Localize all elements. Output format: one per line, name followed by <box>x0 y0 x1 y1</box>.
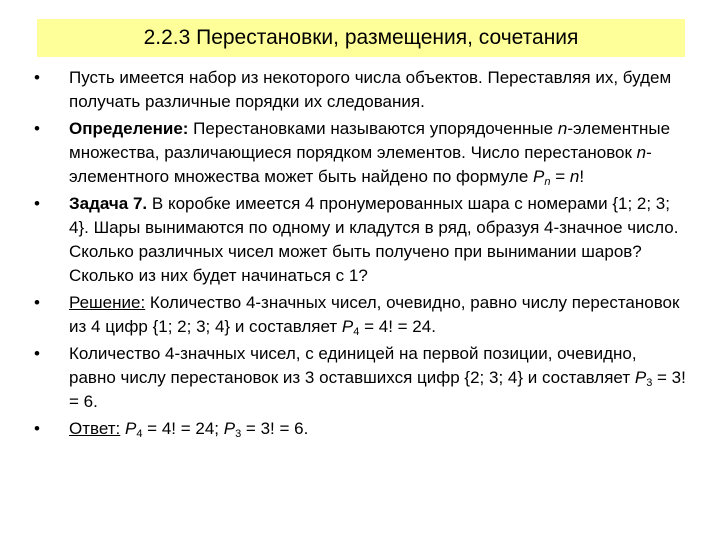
answer-label: Ответ: <box>69 419 121 438</box>
subscript-n: n <box>544 176 551 188</box>
slide-title-box <box>37 19 685 57</box>
list-item-count-with-one <box>27 342 687 414</box>
var-p: P <box>124 419 137 438</box>
var-p: P <box>533 167 545 186</box>
task-label: Задача 7. <box>69 194 148 213</box>
bullet-list <box>27 66 687 444</box>
list-item-solution <box>27 291 687 339</box>
subscript-3: 3 <box>646 377 653 389</box>
solution-text: Количество 4-значных чисел, очевидно, равно числу перестановок из 4 цифр {1; 2; 3; 4} и составляет <box>69 293 680 336</box>
count-result: = 3! = 6. <box>69 368 686 411</box>
intro-text: Пусть имеется набор из некоторого числа объектов. Переставляя их, будем получать различные порядки их следования. <box>69 68 672 111</box>
definition-label: Определение: <box>69 119 189 138</box>
subscript-3: 3 <box>235 428 242 440</box>
factorial-sign: ! <box>579 167 585 186</box>
list-item-intro <box>27 66 687 114</box>
equals-sign: = <box>550 167 570 186</box>
var-n: n <box>569 167 580 186</box>
definition-text-3: -элементного множества может быть найдено по формуле <box>69 143 652 186</box>
answer-part-2: = 3! = 6. <box>241 419 309 438</box>
var-n: n <box>557 119 568 138</box>
solution-result: = 4! = 24. <box>359 317 436 336</box>
var-p: P <box>223 419 236 438</box>
solution-label: Решение: <box>69 293 146 312</box>
subscript-4: 4 <box>136 428 143 440</box>
definition-text-2: -элементные множества, различающиеся порядком элементов. Число перестановок <box>69 119 671 162</box>
count-text: Количество 4-значных чисел, с единицей на первой позиции, очевидно, равно числу перестановок из 3 оставшихся цифр {2; 3; 4} и составляет <box>69 344 637 387</box>
bullet-icon: • <box>34 194 40 213</box>
var-p: P <box>341 317 354 336</box>
bullet-icon: • <box>34 293 40 312</box>
list-item-definition <box>27 117 687 189</box>
definition-text-1: Перестановками называются упорядоченные <box>188 119 558 138</box>
task-text: В коробке имеется 4 пронумерованных шара с номерами {1; 2; 3; 4}. Шары вынимаются по одному и кладутся в ряд, образуя 4-значное число. Сколько различных чисел может быть получено при вынимании шаров? Сколько из них будет начинаться с 1? <box>69 194 679 285</box>
list-item-answer <box>27 417 687 441</box>
slide-title: 2.2.3 Перестановки, размещения, сочетания <box>143 26 579 49</box>
answer-part-1: = 4! = 24; <box>142 419 224 438</box>
bullet-icon: • <box>34 344 40 363</box>
subscript-4: 4 <box>353 326 360 338</box>
list-item-task <box>27 192 687 288</box>
var-p: P <box>634 368 647 387</box>
bullet-icon: • <box>34 68 40 87</box>
bullet-icon: • <box>34 419 40 438</box>
var-n: n <box>636 143 647 162</box>
bullet-icon: • <box>34 119 40 138</box>
